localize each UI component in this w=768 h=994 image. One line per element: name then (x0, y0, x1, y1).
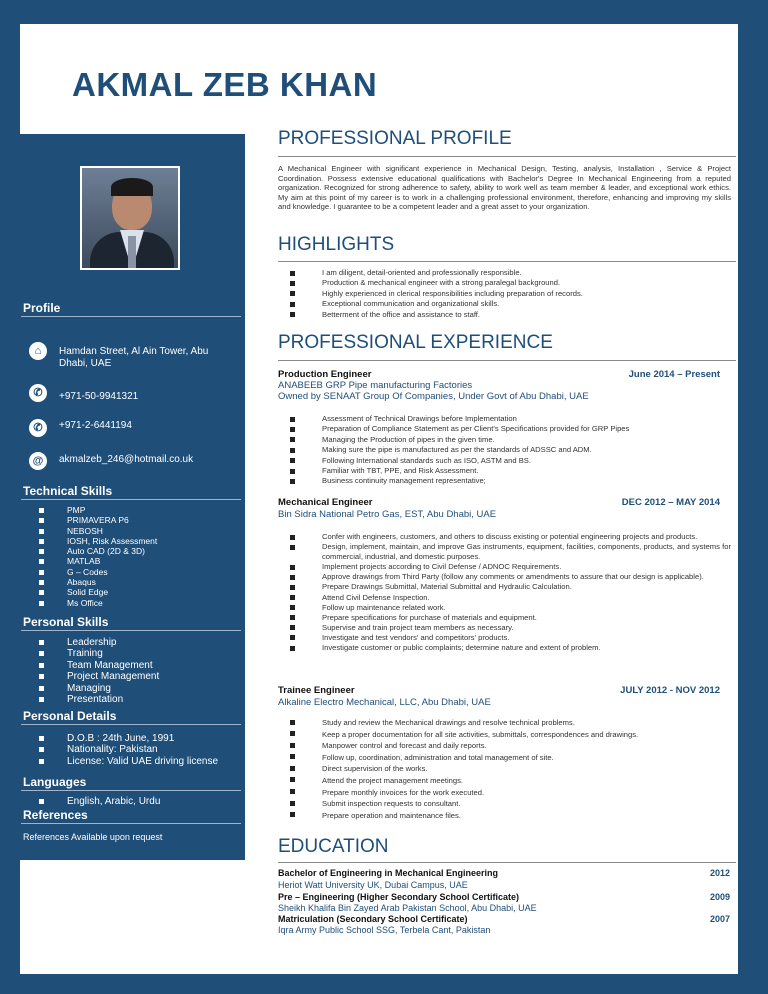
list-item: Direct supervision of the works. (288, 763, 731, 775)
list-item: Attend Civil Defense Inspection. (288, 593, 731, 603)
list-item: D.O.B : 24th June, 1991 (37, 733, 218, 744)
phone-icon: ✆ (29, 384, 47, 402)
job-company: ANABEEB GRP Pipe manufacturing Factories (278, 380, 473, 391)
personal-details-list (37, 733, 218, 767)
list-item: Preparation of Compliance Statement as per Client's Specifications provided for GRP Pipes (288, 424, 731, 434)
list-item: G – Codes (37, 567, 157, 577)
address-text: Hamdan Street, Al Ain Tower, Abu Dhabi, UAE (59, 346, 209, 369)
job-duties-list (288, 532, 731, 653)
list-item: Ms Office (37, 598, 157, 608)
list-item: Supervise and train project team members as necessary. (288, 623, 731, 633)
list-item: Abaqus (37, 577, 157, 587)
list-item: MATLAB (37, 556, 157, 566)
list-item: Confer with engineers, customers, and others to discuss existing or potential engineering projects and products. (288, 532, 731, 542)
highlights-list (288, 268, 731, 320)
list-item: Attend the project management meetings. (288, 775, 731, 787)
divider (278, 261, 736, 262)
list-item: Managing (37, 683, 159, 694)
school-name: Heriot Watt University UK, Dubai Campus, UAE (278, 880, 468, 890)
divider (278, 862, 736, 863)
technical-skills-title: Technical Skills (23, 484, 113, 498)
languages-title: Languages (23, 775, 87, 789)
list-item: Submit inspection requests to consultant. (288, 798, 731, 810)
list-item: Highly experienced in clerical responsibilities including preparation of records. (288, 289, 731, 299)
list-item: Auto CAD (2D & 3D) (37, 546, 157, 556)
job-company: Bin Sidra National Petro Gas, EST, Abu Dhabi, UAE (278, 509, 497, 520)
languages-list (37, 796, 160, 807)
sidebar (15, 134, 245, 860)
profile-photo (80, 166, 180, 270)
landline-phone-text[interactable]: +971-2-6441194 (59, 420, 132, 431)
divider (21, 823, 241, 824)
divider (21, 316, 241, 317)
job-title: Mechanical Engineer (278, 497, 373, 508)
job-date: June 2014 – Present (628, 369, 720, 380)
frame-bottom-border (0, 974, 768, 994)
degree-title: Bachelor of Engineering in Mechanical Engineering (278, 868, 499, 878)
list-item: Nationality: Pakistan (37, 744, 218, 755)
frame-top-border (0, 0, 768, 24)
list-item: IOSH, Risk Assessment (37, 536, 157, 546)
list-item: PRIMAVERA P6 (37, 515, 157, 525)
list-item: Presentation (37, 694, 159, 705)
list-item: Approve drawings from Third Party (follow any comments or amendments to assure that our design is applicable). (288, 572, 731, 582)
list-item: Follow up maintenance related work. (288, 603, 731, 613)
job-date: JULY 2012 - NOV 2012 (620, 685, 720, 696)
divider (21, 724, 241, 725)
list-item: Project Management (37, 671, 159, 682)
job-duties-list (288, 717, 731, 821)
list-item: Prepare Drawings Submittal, Material Submittal and Hydraulic Calculation. (288, 582, 731, 592)
job-title: Trainee Engineer (278, 685, 355, 696)
divider (21, 790, 241, 791)
technical-skills-list (37, 505, 157, 608)
list-item: NEBOSH (37, 526, 157, 536)
list-item: Team Management (37, 660, 159, 671)
degree-title: Matriculation (Secondary School Certificate) (278, 914, 468, 924)
references-title: References (23, 808, 88, 822)
list-item: PMP (37, 505, 157, 515)
highlights-heading: HIGHLIGHTS (278, 234, 395, 255)
email-link[interactable]: akmalzeb_246@hotmail.co.uk (59, 454, 194, 465)
list-item: Investigate customer or public complaints; determine nature and extent of problem. (288, 643, 731, 653)
list-item: Design, implement, maintain, and improve Gas instruments, equipment, facilities, components, products, and systems for commercial, industrial, and domestic purposes. (288, 542, 731, 562)
divider (21, 499, 241, 500)
professional-profile-heading: PROFESSIONAL PROFILE (278, 128, 512, 149)
job-company: Alkaline Electro Mechanical, LLC, Abu Dhabi, UAE (278, 697, 491, 708)
frame-bottom-gap (40, 960, 738, 974)
list-item: Betterment of the office and assistance to staff. (288, 310, 731, 320)
list-item: Business continuity management representative; (288, 476, 731, 486)
list-item: Manpower control and forecast and daily reports. (288, 740, 731, 752)
list-item: Training (37, 648, 159, 659)
personal-details-title: Personal Details (23, 709, 117, 723)
list-item: Production & mechanical engineer with a strong paralegal background. (288, 278, 731, 288)
candidate-name: AKMAL ZEB KHAN (72, 66, 378, 103)
list-item: Investigate and test vendors' and competitors' products. (288, 633, 731, 643)
degree-year: 2009 (709, 892, 730, 902)
list-item: Exceptional communication and organizational skills. (288, 299, 731, 309)
list-item: English, Arabic, Urdu (37, 796, 160, 807)
list-item: Implement projects according to Civil Defense / ADNOC Requirements. (288, 562, 731, 572)
list-item: Study and review the Mechanical drawings and resolve technical problems. (288, 717, 731, 729)
divider (278, 360, 736, 361)
profile-section-title: Profile (23, 301, 61, 315)
references-text: References Available upon request (23, 832, 163, 842)
list-item: Leadership (37, 637, 159, 648)
list-item: Managing the Production of pipes in the given time. (288, 435, 731, 445)
list-item: Prepare operation and maintenance files. (288, 810, 731, 822)
job-company-owner: Owned by SENAAT Group Of Companies, Under Govt of Abu Dhabi, UAE (278, 391, 589, 402)
degree-year: 2007 (709, 914, 730, 924)
personal-skills-list (37, 637, 159, 705)
list-item: Familiar with TBT, PPE, and Risk Assessment. (288, 466, 731, 476)
home-icon: ⌂ (29, 342, 47, 360)
divider (21, 630, 241, 631)
experience-heading: PROFESSIONAL EXPERIENCE (278, 332, 553, 353)
list-item: Solid Edge (37, 587, 157, 597)
list-item: License: Valid UAE driving license (37, 756, 218, 767)
list-item: Assessment of Technical Drawings before Implementation (288, 414, 731, 424)
mobile-phone-text[interactable]: +971-50-9941321 (59, 391, 139, 402)
school-name: Iqra Army Public School SSG, Terbela Cant, Pakistan (278, 925, 491, 935)
list-item: Keep a proper documentation for all site activities, submittals, correspondences and drawings. (288, 729, 731, 741)
personal-skills-title: Personal Skills (23, 615, 109, 629)
degree-title: Pre – Engineering (Higher Secondary School Certificate) (278, 892, 520, 902)
list-item: I am diligent, detail-oriented and professionally responsible. (288, 268, 731, 278)
job-date: DEC 2012 – MAY 2014 (621, 497, 720, 508)
phone-icon: ✆ (29, 419, 47, 437)
list-item: Prepare monthly invoices for the work executed. (288, 787, 731, 799)
list-item: Follow up, coordination, administration and total management of site. (288, 752, 731, 764)
divider (278, 156, 736, 157)
profile-summary: A Mechanical Engineer with significant experience in Mechanical Design, Testing, analysis, Installation , Service & Project Coordination. Possess extensive educational qualifications with Bachelor's Degree In Mechanical Engineering from a reputed organization. Recognized for strong adherence to safety, ability to work well as team member & leader, and exceptional work ethics. My aim at this point of my career is to work in a challenging professional environment, therefore, enhancing and improving my skills and knowledge. I guarantee to be a competent leader and a great asset to your organization. (278, 164, 731, 212)
frame-right-border (738, 10, 768, 994)
education-heading: EDUCATION (278, 836, 389, 857)
frame-top-gap (20, 24, 748, 42)
email-icon: @ (29, 452, 47, 470)
school-name: Sheikh Khalifa Bin Zayed Arab Pakistan School, Abu Dhabi, UAE (278, 903, 537, 913)
list-item: Making sure the pipe is manufactured as per the standards of ADSSC and ADM. (288, 445, 731, 455)
job-duties-list (288, 414, 731, 487)
job-title: Production Engineer (278, 369, 372, 380)
degree-year: 2012 (709, 868, 730, 878)
list-item: Prepare specifications for purchase of materials and equipment. (288, 613, 731, 623)
list-item: Following International standards such as ISO, ASTM and BS. (288, 456, 731, 466)
